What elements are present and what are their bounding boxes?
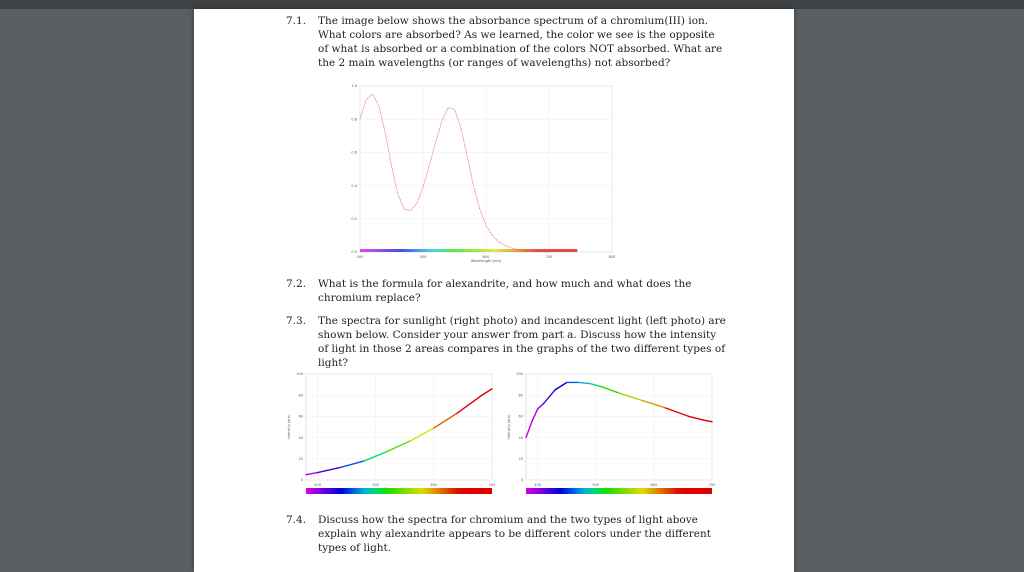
y-tick-label: 80 [518, 393, 523, 398]
y-tick-label: 100 [296, 372, 303, 377]
y-tick-label: 60 [518, 414, 523, 419]
x-tick-label: 400 [356, 255, 364, 259]
x-tick-label: 700 [488, 483, 496, 487]
plot-frame [526, 374, 712, 480]
y-tick-label: 100 [516, 372, 523, 377]
y-axis-label: Intensity (arb) [287, 414, 291, 440]
sunlight-spectrum-chart [507, 369, 716, 499]
absorbance-chart [338, 82, 618, 264]
spectrum-bar [360, 249, 577, 252]
y-tick-label: 0.4 [351, 183, 357, 188]
question-number: 7.2. [286, 278, 307, 290]
x-tick-label: 500 [372, 483, 380, 487]
x-tick-label: 600 [650, 483, 658, 487]
y-tick-label: 40 [298, 435, 303, 440]
x-tick-label: 700 [708, 483, 716, 487]
y-tick-label: 0.2 [351, 217, 357, 221]
question-text: The image below shows the absorbance spectrum of a chromium(III) ion. What colors are absorbed? As we learned, the color we see is the opposite of what is absorbed or a combination of the colors NOT absorbed. What are the 2 main wavelengths (or ranges of wavelengths) not absorbed? [318, 15, 723, 69]
document-page [194, 9, 794, 572]
y-tick-label: 80 [298, 393, 303, 398]
y-tick-label: 20 [298, 457, 303, 461]
x-tick-label: 500 [419, 255, 427, 259]
x-tick-label: 700 [545, 255, 553, 259]
incandescent-spectrum-chart [284, 369, 496, 499]
question-text: Discuss how the spectra for chromium and the two types of light above explain why alexandrite appears to be different colors under the different types of light. [318, 514, 711, 554]
x-axis-label: Wavelength (nm) [470, 259, 502, 263]
spectrum-bar [526, 488, 712, 494]
y-tick-label: 0.8 [351, 117, 357, 122]
viewer-top-bar [0, 0, 1024, 9]
x-tick-label: 400 [534, 483, 541, 487]
x-tick-label: 800 [608, 255, 616, 259]
y-tick-label: 0.0 [351, 250, 357, 255]
x-tick-label: 600 [482, 255, 490, 259]
plot-frame [306, 374, 492, 480]
question-text: What is the formula for alexandrite, and how much and what does the chromium replace? [318, 278, 692, 304]
y-tick-label: 0 [300, 478, 303, 483]
x-tick-label: 600 [430, 483, 438, 487]
x-tick-label: 500 [592, 483, 600, 487]
y-tick-label: 0 [520, 478, 523, 483]
question-number: 7.1. [286, 15, 307, 27]
y-tick-label: 1.0 [351, 84, 357, 89]
question-number: 7.3. [286, 315, 307, 327]
question-text: The spectra for sunlight (right photo) and incandescent light (left photo) are shown below. Consider your answer from part a. Discuss how the intensity of light in those 2 areas compares in the graphs of the two different types of light? [318, 315, 726, 369]
question-number: 7.4. [286, 514, 307, 526]
y-tick-label: 60 [298, 414, 303, 419]
y-tick-label: 40 [518, 435, 523, 440]
y-tick-label: 0.6 [351, 150, 357, 155]
spectrum-bar [306, 488, 492, 494]
y-axis-label: Intensity (arb) [507, 414, 511, 440]
y-tick-label: 20 [518, 457, 523, 461]
x-tick-label: 400 [314, 483, 321, 487]
